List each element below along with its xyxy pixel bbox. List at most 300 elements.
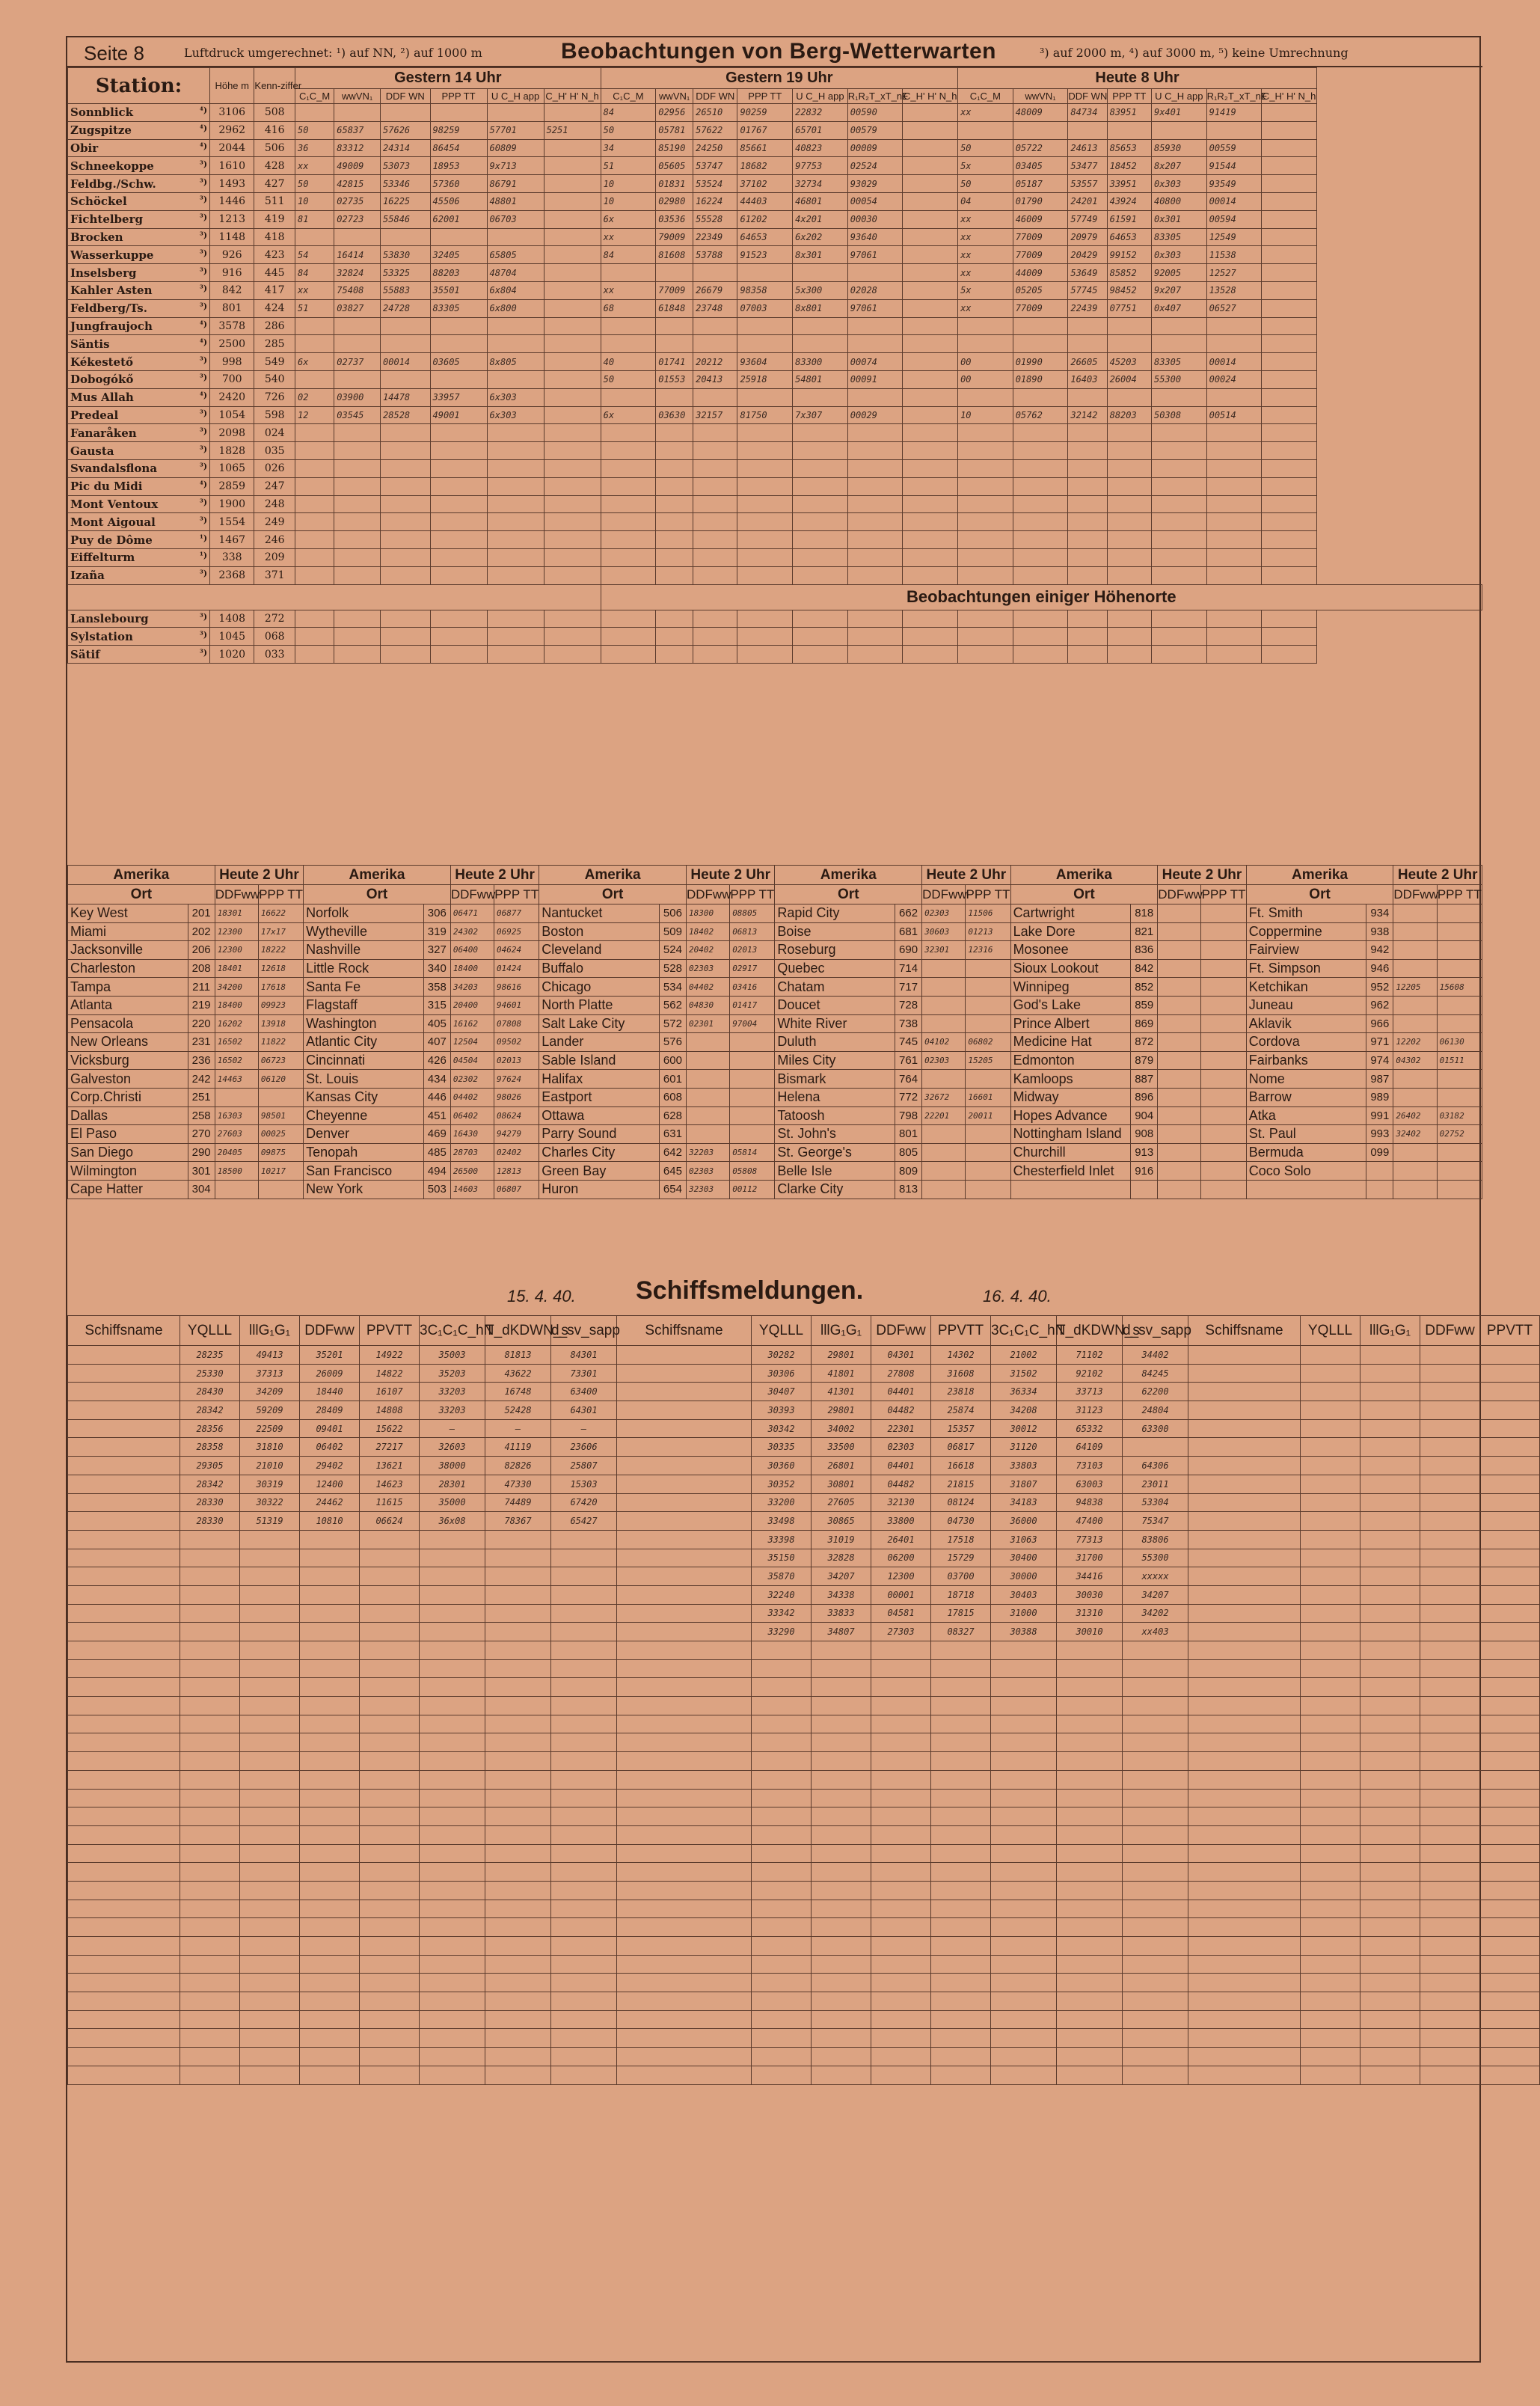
ship-value: [68, 1364, 180, 1383]
place-ddf: 16502: [215, 1051, 258, 1070]
obs-value: [1068, 628, 1107, 646]
ship-value: [300, 1585, 360, 1604]
station-row: [68, 548, 1482, 566]
obs-value: [487, 442, 544, 460]
place-name: Fairview: [1246, 941, 1366, 960]
station-name: [68, 610, 210, 628]
ship-value: 75347: [1123, 1512, 1188, 1531]
obs-value: [601, 424, 656, 442]
place-number: 946: [1366, 959, 1393, 978]
obs-value: 00091: [847, 370, 903, 388]
ship-value: [360, 1752, 420, 1771]
station-height: 1554: [210, 513, 254, 531]
ship-value: 21002: [991, 1346, 1057, 1365]
ship-value: [240, 1770, 300, 1789]
ship-value: [617, 1585, 752, 1604]
ship-value: [1360, 2048, 1420, 2066]
ship-value: [991, 1770, 1057, 1789]
obs-value: [430, 566, 487, 584]
ship-value: [617, 1419, 752, 1438]
america-row: [68, 959, 1482, 978]
america-ort-header: Ort: [539, 885, 687, 904]
obs-value: 12549: [1206, 228, 1262, 246]
ship-value: [1301, 2029, 1360, 2048]
ship-value: [68, 2066, 180, 2084]
ship-value: [812, 1659, 871, 1678]
place-number: 451: [423, 1106, 450, 1125]
ship-value: [240, 1937, 300, 1956]
obs-value: [693, 646, 737, 664]
place-number: 836: [1131, 941, 1158, 960]
station-height: 1408: [210, 610, 254, 628]
ship-value: [240, 1549, 300, 1567]
place-ddf: 16162: [450, 1014, 494, 1033]
obs-value: [958, 610, 1013, 628]
ship-value: [420, 1881, 485, 1900]
obs-value: [1151, 495, 1206, 513]
place-ppp: 02402: [494, 1143, 539, 1162]
america-group-header: Amerika: [539, 866, 687, 885]
ship-value: [1301, 2066, 1360, 2084]
ship-row: [68, 1678, 1540, 1697]
ship-value: [68, 1752, 180, 1771]
header-row-groups: [68, 68, 1482, 89]
ship-row: [68, 1918, 1540, 1937]
obs-value: [656, 264, 693, 282]
obs-value: [334, 477, 381, 495]
ship-value: [991, 1752, 1057, 1771]
obs-value: [1262, 495, 1317, 513]
ship-value: [1420, 1457, 1480, 1475]
ship-value: [871, 1881, 931, 1900]
place-ppp: 01424: [494, 959, 539, 978]
ship-value: [931, 1825, 991, 1844]
obs-value: 88203: [430, 264, 487, 282]
place-ddf: 02302: [450, 1070, 494, 1089]
station-code: 249: [254, 513, 295, 531]
obs-value: [1013, 610, 1068, 628]
obs-value: [847, 513, 903, 531]
ship-value: 33713: [1057, 1383, 1123, 1401]
ship-value: 31700: [1057, 1549, 1123, 1567]
ship-value: 33800: [871, 1512, 931, 1531]
obs-value: [693, 264, 737, 282]
place-ddf: [1393, 922, 1437, 941]
obs-value: [1206, 335, 1262, 353]
obs-value: 65701: [793, 121, 848, 139]
ship-value: [1360, 1512, 1420, 1531]
place-ppp: [1201, 1143, 1246, 1162]
america-row: [68, 1106, 1482, 1125]
code-col-8: R₁R₂T_xT_nE: [1206, 89, 1262, 104]
ship-value: [1420, 1678, 1480, 1697]
ship-value: [1123, 2029, 1188, 2048]
ship-value: 64306: [1123, 1457, 1188, 1475]
ship-value: [1480, 1549, 1540, 1567]
place-name: White River: [775, 1014, 895, 1033]
ship-value: [931, 1715, 991, 1733]
ship-value: [1123, 2048, 1188, 2066]
america-ort-header: Ort: [1246, 885, 1393, 904]
place-number: 974: [1366, 1051, 1393, 1070]
place-ddf: [922, 1143, 966, 1162]
obs-value: 53788: [693, 246, 737, 264]
place-ddf: 18401: [215, 959, 258, 978]
america-ort-header: Ort: [775, 885, 922, 904]
ship-column-header: DDFww: [871, 1316, 931, 1346]
ship-value: [752, 1678, 812, 1697]
ship-value: [1480, 1881, 1540, 1900]
obs-value: [1013, 548, 1068, 566]
place-ddf: [1393, 996, 1437, 1014]
ship-value: [180, 1825, 240, 1844]
ship-value: [1188, 1530, 1301, 1549]
place-ddf: 12300: [215, 941, 258, 960]
obs-value: [295, 566, 334, 584]
station-footnote: ⁴): [200, 141, 208, 151]
ship-value: [1420, 1419, 1480, 1438]
obs-value: [1151, 335, 1206, 353]
ship-reports-table: [67, 1315, 1540, 2085]
place-number: 745: [895, 1033, 922, 1052]
place-ppp: [966, 1014, 1010, 1033]
obs-value: [295, 477, 334, 495]
obs-value: [544, 646, 601, 664]
obs-value: [334, 104, 381, 122]
ship-value: 53304: [1123, 1493, 1188, 1512]
station-row: [68, 628, 1482, 646]
place-number: 993: [1366, 1125, 1393, 1144]
ship-value: [871, 1863, 931, 1882]
station-name: [68, 175, 210, 193]
ship-value: [180, 2010, 240, 2029]
obs-value: [903, 175, 958, 193]
place-number: 301: [188, 1162, 215, 1181]
ship-value: [931, 1770, 991, 1789]
obs-value: 5x: [958, 281, 1013, 299]
ship-value: [617, 1457, 752, 1475]
station-name-text: Gausta: [70, 444, 114, 458]
obs-value: 48704: [487, 264, 544, 282]
ship-value: [1188, 1346, 1301, 1365]
ship-value: [752, 2029, 812, 2048]
ship-value: 34207: [812, 1567, 871, 1586]
ship-value: 10810: [300, 1512, 360, 1531]
place-number: 524: [659, 941, 686, 960]
station-code: 417: [254, 281, 295, 299]
station-row: [68, 610, 1482, 628]
obs-value: [1206, 317, 1262, 335]
obs-value: xx: [958, 104, 1013, 122]
ship-value: [991, 2010, 1057, 2029]
place-ddf: [686, 1070, 729, 1089]
ship-value: 31000: [991, 1604, 1057, 1623]
place-number: 962: [1366, 996, 1393, 1014]
ship-value: 08327: [931, 1623, 991, 1641]
ship-value: [1057, 1678, 1123, 1697]
ship-value: [1301, 2048, 1360, 2066]
obs-value: [334, 335, 381, 353]
ship-value: 14623: [360, 1475, 420, 1493]
ship-value: [1420, 1641, 1480, 1660]
ship-value: [420, 1752, 485, 1771]
ship-value: [1480, 2066, 1540, 2084]
obs-value: [656, 477, 693, 495]
obs-value: [903, 646, 958, 664]
obs-value: [430, 628, 487, 646]
obs-value: [847, 646, 903, 664]
ship-value: [1123, 1752, 1188, 1771]
ship-value: [871, 1715, 931, 1733]
ship-value: 04581: [871, 1604, 931, 1623]
ship-value: [1360, 1530, 1420, 1549]
ship-row: [68, 1457, 1540, 1475]
code-col-19: wwVN₁: [656, 89, 693, 104]
obs-value: [544, 531, 601, 549]
ship-value: [1301, 1807, 1360, 1826]
obs-value: [487, 477, 544, 495]
america-time-header: Heute 2 Uhr: [1393, 866, 1482, 885]
place-number: 818: [1131, 904, 1158, 923]
america-ppp-header: PPP TT: [1437, 885, 1482, 904]
obs-value: [1107, 495, 1151, 513]
ship-value: [1301, 1955, 1360, 1974]
obs-value: 49001: [430, 406, 487, 424]
ship-value: [180, 2048, 240, 2066]
america-row: [68, 1014, 1482, 1033]
obs-value: 24613: [1068, 139, 1107, 157]
ship-value: [1420, 1623, 1480, 1641]
place-name: Cincinnati: [304, 1051, 424, 1070]
ship-value: 35000: [420, 1493, 485, 1512]
ship-value: [1188, 2010, 1301, 2029]
code-col-8: C₁C_M: [958, 89, 1013, 104]
obs-value: [381, 228, 431, 246]
place-name: Helena: [775, 1088, 895, 1106]
obs-value: [847, 424, 903, 442]
station-name-text: Dobogókő: [70, 373, 134, 387]
obs-value: [334, 531, 381, 549]
code-col-14: C_H' H' N_h: [544, 89, 601, 104]
ship-value: [420, 1789, 485, 1807]
ship-value: [617, 1493, 752, 1512]
place-ddf: 32203: [686, 1143, 729, 1162]
ship-value: 24804: [1123, 1401, 1188, 1420]
ship-value: [485, 2048, 551, 2066]
ship-value: 77313: [1057, 1530, 1123, 1549]
ship-value: [1360, 1419, 1420, 1438]
place-name: Cape Hatter: [68, 1180, 188, 1199]
ship-value: [1360, 1383, 1420, 1401]
ship-value: [300, 1530, 360, 1549]
america-ddf-header: DDFww: [1393, 885, 1437, 904]
obs-value: [903, 157, 958, 175]
ship-value: [1480, 1641, 1540, 1660]
ship-value: [420, 1604, 485, 1623]
obs-value: [601, 477, 656, 495]
station-name: [68, 157, 210, 175]
place-ddf: 04830: [686, 996, 729, 1014]
place-number: 991: [1366, 1106, 1393, 1125]
ship-value: [485, 1955, 551, 1974]
place-number: 231: [188, 1033, 215, 1052]
station-name-text: Zugspitze: [70, 123, 132, 138]
station-height: 2098: [210, 424, 254, 442]
ship-value: 73301: [551, 1364, 617, 1383]
obs-value: 50: [958, 139, 1013, 157]
ship-value: [617, 1825, 752, 1844]
ship-value: [1360, 1364, 1420, 1383]
ship-value: [1301, 1733, 1360, 1752]
station-name-text: Predeal: [70, 408, 119, 422]
obs-value: [334, 610, 381, 628]
ship-value: [300, 2029, 360, 2048]
place-ppp: 97624: [494, 1070, 539, 1089]
ship-value: [812, 1752, 871, 1771]
obs-value: [381, 424, 431, 442]
america-time-header: Heute 2 Uhr: [1158, 866, 1246, 885]
obs-value: [334, 459, 381, 477]
place-ppp: [1201, 922, 1246, 941]
ship-value: [871, 1844, 931, 1863]
ship-value: 06817: [931, 1438, 991, 1457]
ship-value: [551, 1567, 617, 1586]
obs-value: 43924: [1107, 192, 1151, 210]
obs-value: [487, 317, 544, 335]
obs-value: [1107, 388, 1151, 406]
obs-value: 6x800: [487, 299, 544, 317]
obs-value: [295, 459, 334, 477]
ship-value: 64301: [551, 1401, 617, 1420]
ship-value: 34208: [991, 1401, 1057, 1420]
place-number: 608: [659, 1088, 686, 1106]
place-ddf: 06400: [450, 941, 494, 960]
ship-value: [551, 1937, 617, 1956]
place-number: 989: [1366, 1088, 1393, 1106]
station-name: [68, 104, 210, 122]
america-row: [68, 1180, 1482, 1199]
place-name: Rapid City: [775, 904, 895, 923]
place-name: Wilmington: [68, 1162, 188, 1181]
place-number: 426: [423, 1051, 450, 1070]
ship-value: [1188, 1992, 1301, 2011]
station-code: 506: [254, 139, 295, 157]
station-footnote: ³): [200, 177, 208, 187]
station-row: [68, 139, 1482, 157]
obs-value: [1206, 548, 1262, 566]
ship-value: [360, 2066, 420, 2084]
obs-value: xx: [958, 264, 1013, 282]
obs-value: 53649: [1068, 264, 1107, 282]
america-time-header: Heute 2 Uhr: [215, 866, 303, 885]
place-number: 236: [188, 1051, 215, 1070]
place-name: Cartwright: [1010, 904, 1131, 923]
station-code: 248: [254, 495, 295, 513]
ship-value: [871, 1641, 931, 1660]
obs-value: [656, 424, 693, 442]
station-code: 033: [254, 646, 295, 664]
station-footnote: ³): [200, 373, 208, 383]
place-ppp: 06723: [258, 1051, 303, 1070]
ship-row: [68, 1401, 1540, 1420]
ship-row: [68, 1733, 1540, 1752]
obs-value: 50: [958, 175, 1013, 193]
ship-value: [617, 1549, 752, 1567]
ship-value: [360, 1567, 420, 1586]
place-name: God's Lake: [1010, 996, 1131, 1014]
obs-value: [958, 459, 1013, 477]
place-ddf: 18400: [450, 959, 494, 978]
obs-value: 28528: [381, 406, 431, 424]
ship-value: [812, 1641, 871, 1660]
obs-value: xx: [295, 157, 334, 175]
ship-value: 33342: [752, 1604, 812, 1623]
blank-cell: [68, 584, 601, 610]
place-ppp: 03416: [730, 978, 775, 997]
station-height: 700: [210, 370, 254, 388]
ship-value: 35203: [420, 1364, 485, 1383]
station-row: [68, 370, 1482, 388]
obs-value: 01767: [737, 121, 793, 139]
ship-value: [1360, 1401, 1420, 1420]
obs-value: [295, 513, 334, 531]
obs-value: 06703: [487, 210, 544, 228]
obs-value: [1262, 121, 1317, 139]
ship-value: [551, 1807, 617, 1826]
station-height: 338: [210, 548, 254, 566]
ship-value: 81813: [485, 1346, 551, 1365]
ship-value: [1420, 2048, 1480, 2066]
obs-value: 54: [295, 246, 334, 264]
ship-value: 25874: [931, 1401, 991, 1420]
ship-value: [240, 1585, 300, 1604]
ship-value: 30306: [752, 1364, 812, 1383]
obs-value: [693, 335, 737, 353]
ship-value: [991, 1937, 1057, 1956]
ship-value: [991, 1900, 1057, 1918]
ship-value: [180, 1900, 240, 1918]
obs-value: 46801: [793, 192, 848, 210]
ship-value: [1360, 1733, 1420, 1752]
ship-value: [1057, 1770, 1123, 1789]
station-height: 1020: [210, 646, 254, 664]
ship-value: [68, 1659, 180, 1678]
obs-value: 4x201: [793, 210, 848, 228]
place-number: 805: [895, 1143, 922, 1162]
ship-value: [240, 1955, 300, 1974]
ship-value: [1057, 1807, 1123, 1826]
ship-value: [68, 2010, 180, 2029]
obs-value: [1068, 442, 1107, 460]
ship-value: [1420, 1512, 1480, 1531]
obs-value: 10: [295, 192, 334, 210]
place-number: 662: [895, 904, 922, 923]
ship-value: [617, 2066, 752, 2084]
place-ppp: [1201, 1106, 1246, 1125]
station-name-text: Izaña: [70, 569, 105, 583]
ship-value: 17518: [931, 1530, 991, 1549]
obs-value: [1262, 175, 1317, 193]
ship-value: [420, 2066, 485, 2084]
place-ddf: [1393, 1162, 1437, 1181]
obs-value: [1107, 628, 1151, 646]
ship-value: [485, 1659, 551, 1678]
obs-value: 35501: [430, 281, 487, 299]
obs-value: [737, 442, 793, 460]
group-yesterday-14: Gestern 14 Uhr: [295, 68, 601, 89]
obs-value: 64653: [737, 228, 793, 246]
ship-value: 17815: [931, 1604, 991, 1623]
